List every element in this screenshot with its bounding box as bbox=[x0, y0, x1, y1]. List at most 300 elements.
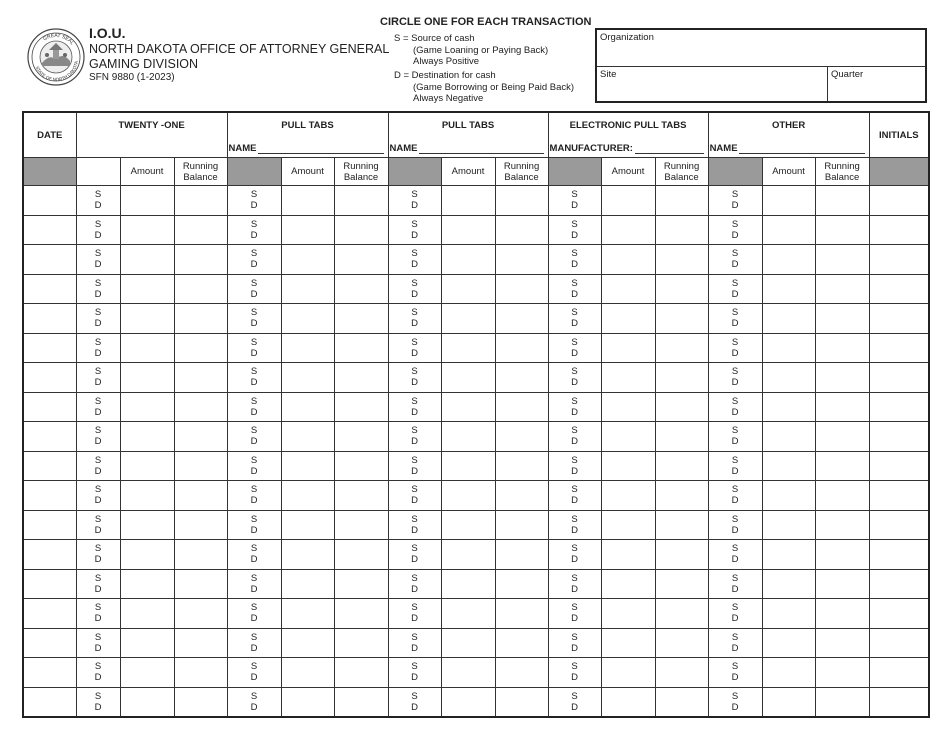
running-balance-cell[interactable] bbox=[495, 599, 548, 629]
running-balance-cell[interactable] bbox=[334, 451, 388, 481]
d-option[interactable]: D bbox=[94, 318, 102, 330]
sd-cell[interactable] bbox=[548, 540, 601, 570]
s-option[interactable]: S bbox=[250, 336, 258, 348]
amount-cell[interactable] bbox=[281, 687, 334, 717]
s-option[interactable]: S bbox=[411, 602, 418, 614]
d-option[interactable]: D bbox=[571, 406, 578, 418]
running-balance-cell[interactable] bbox=[495, 186, 548, 216]
amount-cell[interactable] bbox=[441, 628, 495, 658]
running-balance-cell[interactable] bbox=[655, 186, 708, 216]
running-balance-cell[interactable] bbox=[815, 687, 869, 717]
d-option[interactable]: D bbox=[94, 229, 102, 241]
d-option[interactable]: D bbox=[411, 465, 418, 477]
running-balance-cell[interactable] bbox=[655, 599, 708, 629]
d-option[interactable]: D bbox=[250, 377, 258, 389]
amount-cell[interactable] bbox=[762, 569, 815, 599]
running-balance-cell[interactable] bbox=[334, 599, 388, 629]
d-option[interactable]: D bbox=[94, 259, 102, 271]
running-balance-cell[interactable] bbox=[334, 333, 388, 363]
s-option[interactable]: S bbox=[250, 189, 258, 201]
s-option[interactable]: S bbox=[411, 631, 418, 643]
s-option[interactable]: S bbox=[571, 248, 578, 260]
d-option[interactable]: D bbox=[571, 495, 578, 507]
sd-cell[interactable] bbox=[388, 628, 441, 658]
running-balance-cell[interactable] bbox=[655, 333, 708, 363]
s-option[interactable]: S bbox=[571, 307, 578, 319]
d-option[interactable]: D bbox=[250, 465, 258, 477]
s-option[interactable]: S bbox=[571, 425, 578, 437]
s-option[interactable]: S bbox=[731, 307, 739, 319]
s-option[interactable]: S bbox=[250, 631, 258, 643]
initials-cell[interactable] bbox=[869, 392, 929, 422]
sd-cell[interactable] bbox=[708, 599, 762, 629]
running-balance-cell[interactable] bbox=[655, 274, 708, 304]
d-option[interactable]: D bbox=[571, 583, 578, 595]
amount-cell[interactable] bbox=[762, 540, 815, 570]
d-option[interactable]: D bbox=[731, 554, 739, 566]
s-option[interactable]: S bbox=[571, 395, 578, 407]
running-balance-cell[interactable] bbox=[334, 363, 388, 393]
running-balance-cell[interactable] bbox=[334, 245, 388, 275]
sd-cell[interactable] bbox=[548, 333, 601, 363]
running-balance-cell[interactable] bbox=[174, 274, 227, 304]
sd-cell[interactable] bbox=[708, 481, 762, 511]
d-option[interactable]: D bbox=[250, 495, 258, 507]
d-option[interactable]: D bbox=[94, 524, 102, 536]
sd-cell[interactable] bbox=[76, 392, 120, 422]
sd-cell[interactable] bbox=[76, 658, 120, 688]
running-balance-cell[interactable] bbox=[334, 658, 388, 688]
amount-cell[interactable] bbox=[762, 215, 815, 245]
running-balance-cell[interactable] bbox=[815, 363, 869, 393]
running-balance-cell[interactable] bbox=[174, 333, 227, 363]
sd-cell[interactable] bbox=[227, 628, 281, 658]
s-option[interactable]: S bbox=[731, 543, 739, 555]
amount-cell[interactable] bbox=[120, 215, 174, 245]
amount-cell[interactable] bbox=[120, 451, 174, 481]
amount-cell[interactable] bbox=[120, 481, 174, 511]
d-option[interactable]: D bbox=[250, 524, 258, 536]
amount-cell[interactable] bbox=[762, 481, 815, 511]
d-option[interactable]: D bbox=[250, 613, 258, 625]
amount-cell[interactable] bbox=[281, 392, 334, 422]
amount-cell[interactable] bbox=[762, 628, 815, 658]
d-option[interactable]: D bbox=[571, 347, 578, 359]
d-option[interactable]: D bbox=[411, 642, 418, 654]
sd-cell[interactable] bbox=[227, 245, 281, 275]
d-option[interactable]: D bbox=[571, 229, 578, 241]
date-cell[interactable] bbox=[23, 481, 76, 511]
amount-cell[interactable] bbox=[120, 274, 174, 304]
amount-cell[interactable] bbox=[441, 599, 495, 629]
s-option[interactable]: S bbox=[94, 484, 102, 496]
s-option[interactable]: S bbox=[731, 631, 739, 643]
running-balance-cell[interactable] bbox=[495, 392, 548, 422]
amount-cell[interactable] bbox=[601, 186, 655, 216]
initials-cell[interactable] bbox=[869, 628, 929, 658]
d-option[interactable]: D bbox=[731, 318, 739, 330]
s-option[interactable]: S bbox=[250, 425, 258, 437]
s-option[interactable]: S bbox=[731, 366, 739, 378]
d-option[interactable]: D bbox=[250, 672, 258, 684]
d-option[interactable]: D bbox=[411, 436, 418, 448]
initials-cell[interactable] bbox=[869, 215, 929, 245]
d-option[interactable]: D bbox=[731, 259, 739, 271]
running-balance-cell[interactable] bbox=[815, 245, 869, 275]
date-cell[interactable] bbox=[23, 304, 76, 334]
date-cell[interactable] bbox=[23, 215, 76, 245]
sd-cell[interactable] bbox=[227, 599, 281, 629]
amount-cell[interactable] bbox=[441, 422, 495, 452]
d-option[interactable]: D bbox=[411, 613, 418, 625]
date-cell[interactable] bbox=[23, 363, 76, 393]
s-option[interactable]: S bbox=[731, 661, 739, 673]
sd-cell[interactable] bbox=[548, 304, 601, 334]
s-option[interactable]: S bbox=[571, 336, 578, 348]
amount-cell[interactable] bbox=[762, 422, 815, 452]
d-option[interactable]: D bbox=[411, 377, 418, 389]
d-option[interactable]: D bbox=[731, 701, 739, 713]
sd-cell[interactable] bbox=[227, 333, 281, 363]
d-option[interactable]: D bbox=[411, 672, 418, 684]
amount-cell[interactable] bbox=[601, 658, 655, 688]
sd-cell[interactable] bbox=[227, 215, 281, 245]
amount-cell[interactable] bbox=[281, 510, 334, 540]
amount-cell[interactable] bbox=[762, 333, 815, 363]
s-option[interactable]: S bbox=[411, 189, 418, 201]
sd-cell[interactable] bbox=[388, 274, 441, 304]
date-cell[interactable] bbox=[23, 333, 76, 363]
s-option[interactable]: S bbox=[411, 513, 418, 525]
s-option[interactable]: S bbox=[250, 543, 258, 555]
running-balance-cell[interactable] bbox=[174, 540, 227, 570]
s-option[interactable]: S bbox=[731, 218, 739, 230]
s-option[interactable]: S bbox=[94, 602, 102, 614]
d-option[interactable]: D bbox=[571, 642, 578, 654]
amount-cell[interactable] bbox=[441, 481, 495, 511]
d-option[interactable]: D bbox=[250, 259, 258, 271]
s-option[interactable]: S bbox=[731, 248, 739, 260]
amount-cell[interactable] bbox=[441, 658, 495, 688]
sd-cell[interactable] bbox=[388, 392, 441, 422]
d-option[interactable]: D bbox=[94, 701, 102, 713]
running-balance-cell[interactable] bbox=[655, 451, 708, 481]
amount-cell[interactable] bbox=[120, 186, 174, 216]
s-option[interactable]: S bbox=[94, 513, 102, 525]
running-balance-cell[interactable] bbox=[495, 245, 548, 275]
sd-cell[interactable] bbox=[548, 481, 601, 511]
d-option[interactable]: D bbox=[94, 436, 102, 448]
sd-cell[interactable] bbox=[548, 451, 601, 481]
running-balance-cell[interactable] bbox=[334, 274, 388, 304]
s-option[interactable]: S bbox=[94, 218, 102, 230]
sd-cell[interactable] bbox=[708, 540, 762, 570]
d-option[interactable]: D bbox=[571, 701, 578, 713]
s-option[interactable]: S bbox=[731, 602, 739, 614]
s-option[interactable]: S bbox=[250, 602, 258, 614]
amount-cell[interactable] bbox=[120, 422, 174, 452]
s-option[interactable]: S bbox=[571, 513, 578, 525]
sd-cell[interactable] bbox=[388, 510, 441, 540]
initials-cell[interactable] bbox=[869, 599, 929, 629]
sd-cell[interactable] bbox=[76, 333, 120, 363]
d-option[interactable]: D bbox=[94, 288, 102, 300]
amount-cell[interactable] bbox=[762, 451, 815, 481]
s-option[interactable]: S bbox=[94, 277, 102, 289]
sd-cell[interactable] bbox=[548, 422, 601, 452]
amount-cell[interactable] bbox=[281, 363, 334, 393]
amount-cell[interactable] bbox=[441, 274, 495, 304]
initials-cell[interactable] bbox=[869, 422, 929, 452]
running-balance-cell[interactable] bbox=[174, 628, 227, 658]
amount-cell[interactable] bbox=[601, 392, 655, 422]
d-option[interactable]: D bbox=[571, 318, 578, 330]
running-balance-cell[interactable] bbox=[655, 363, 708, 393]
initials-cell[interactable] bbox=[869, 186, 929, 216]
amount-cell[interactable] bbox=[441, 215, 495, 245]
sd-cell[interactable] bbox=[548, 215, 601, 245]
d-option[interactable]: D bbox=[411, 259, 418, 271]
running-balance-cell[interactable] bbox=[334, 186, 388, 216]
running-balance-cell[interactable] bbox=[174, 599, 227, 629]
initials-cell[interactable] bbox=[869, 658, 929, 688]
amount-cell[interactable] bbox=[120, 510, 174, 540]
sd-cell[interactable] bbox=[227, 274, 281, 304]
sd-cell[interactable] bbox=[708, 363, 762, 393]
running-balance-cell[interactable] bbox=[815, 481, 869, 511]
amount-cell[interactable] bbox=[762, 599, 815, 629]
initials-cell[interactable] bbox=[869, 510, 929, 540]
sd-cell[interactable] bbox=[227, 392, 281, 422]
amount-cell[interactable] bbox=[281, 304, 334, 334]
sd-cell[interactable] bbox=[388, 215, 441, 245]
running-balance-cell[interactable] bbox=[174, 186, 227, 216]
sd-cell[interactable] bbox=[227, 481, 281, 511]
d-option[interactable]: D bbox=[411, 583, 418, 595]
s-option[interactable]: S bbox=[250, 690, 258, 702]
d-option[interactable]: D bbox=[571, 554, 578, 566]
running-balance-cell[interactable] bbox=[495, 510, 548, 540]
s-option[interactable]: S bbox=[411, 277, 418, 289]
sd-cell[interactable] bbox=[548, 628, 601, 658]
s-option[interactable]: S bbox=[411, 248, 418, 260]
date-cell[interactable] bbox=[23, 451, 76, 481]
d-option[interactable]: D bbox=[731, 406, 739, 418]
date-cell[interactable] bbox=[23, 422, 76, 452]
s-option[interactable]: S bbox=[731, 425, 739, 437]
sd-cell[interactable] bbox=[76, 540, 120, 570]
s-option[interactable]: S bbox=[571, 484, 578, 496]
running-balance-cell[interactable] bbox=[495, 569, 548, 599]
date-cell[interactable] bbox=[23, 687, 76, 717]
s-option[interactable]: S bbox=[94, 189, 102, 201]
d-option[interactable]: D bbox=[411, 554, 418, 566]
s-option[interactable]: S bbox=[94, 572, 102, 584]
d-option[interactable]: D bbox=[731, 672, 739, 684]
s-option[interactable]: S bbox=[250, 572, 258, 584]
s-option[interactable]: S bbox=[571, 661, 578, 673]
running-balance-cell[interactable] bbox=[495, 274, 548, 304]
s-option[interactable]: S bbox=[571, 631, 578, 643]
running-balance-cell[interactable] bbox=[174, 363, 227, 393]
amount-cell[interactable] bbox=[601, 687, 655, 717]
s-option[interactable]: S bbox=[411, 543, 418, 555]
d-option[interactable]: D bbox=[94, 406, 102, 418]
sd-cell[interactable] bbox=[548, 599, 601, 629]
s-option[interactable]: S bbox=[731, 336, 739, 348]
running-balance-cell[interactable] bbox=[174, 304, 227, 334]
running-balance-cell[interactable] bbox=[815, 392, 869, 422]
d-option[interactable]: D bbox=[731, 436, 739, 448]
amount-cell[interactable] bbox=[762, 392, 815, 422]
running-balance-cell[interactable] bbox=[174, 510, 227, 540]
s-option[interactable]: S bbox=[571, 454, 578, 466]
d-option[interactable]: D bbox=[731, 465, 739, 477]
running-balance-cell[interactable] bbox=[815, 274, 869, 304]
amount-cell[interactable] bbox=[441, 510, 495, 540]
date-cell[interactable] bbox=[23, 540, 76, 570]
sd-cell[interactable] bbox=[548, 569, 601, 599]
running-balance-cell[interactable] bbox=[334, 540, 388, 570]
running-balance-cell[interactable] bbox=[815, 186, 869, 216]
date-cell[interactable] bbox=[23, 392, 76, 422]
amount-cell[interactable] bbox=[601, 628, 655, 658]
amount-cell[interactable] bbox=[120, 304, 174, 334]
sd-cell[interactable] bbox=[227, 658, 281, 688]
sd-cell[interactable] bbox=[227, 363, 281, 393]
date-cell[interactable] bbox=[23, 186, 76, 216]
amount-cell[interactable] bbox=[601, 422, 655, 452]
initials-cell[interactable] bbox=[869, 687, 929, 717]
d-option[interactable]: D bbox=[250, 200, 258, 212]
running-balance-cell[interactable] bbox=[174, 658, 227, 688]
amount-cell[interactable] bbox=[601, 215, 655, 245]
s-option[interactable]: S bbox=[731, 572, 739, 584]
amount-cell[interactable] bbox=[120, 599, 174, 629]
running-balance-cell[interactable] bbox=[174, 422, 227, 452]
running-balance-cell[interactable] bbox=[815, 599, 869, 629]
sd-cell[interactable] bbox=[708, 274, 762, 304]
s-option[interactable]: S bbox=[411, 336, 418, 348]
s-option[interactable]: S bbox=[411, 218, 418, 230]
sd-cell[interactable] bbox=[548, 658, 601, 688]
quarter-field[interactable] bbox=[828, 67, 925, 101]
s-option[interactable]: S bbox=[250, 513, 258, 525]
amount-cell[interactable] bbox=[281, 540, 334, 570]
sd-cell[interactable] bbox=[548, 392, 601, 422]
amount-cell[interactable] bbox=[441, 540, 495, 570]
sd-cell[interactable] bbox=[708, 215, 762, 245]
group-name-field[interactable] bbox=[739, 152, 865, 154]
d-option[interactable]: D bbox=[94, 347, 102, 359]
running-balance-cell[interactable] bbox=[174, 215, 227, 245]
amount-cell[interactable] bbox=[120, 687, 174, 717]
d-option[interactable]: D bbox=[571, 524, 578, 536]
running-balance-cell[interactable] bbox=[655, 658, 708, 688]
amount-cell[interactable] bbox=[281, 215, 334, 245]
d-option[interactable]: D bbox=[250, 406, 258, 418]
amount-cell[interactable] bbox=[281, 451, 334, 481]
amount-cell[interactable] bbox=[601, 304, 655, 334]
s-option[interactable]: S bbox=[571, 572, 578, 584]
amount-cell[interactable] bbox=[601, 333, 655, 363]
s-option[interactable]: S bbox=[411, 425, 418, 437]
running-balance-cell[interactable] bbox=[334, 422, 388, 452]
d-option[interactable]: D bbox=[571, 377, 578, 389]
amount-cell[interactable] bbox=[281, 628, 334, 658]
amount-cell[interactable] bbox=[120, 658, 174, 688]
d-option[interactable]: D bbox=[250, 436, 258, 448]
sd-cell[interactable] bbox=[388, 333, 441, 363]
sd-cell[interactable] bbox=[548, 687, 601, 717]
running-balance-cell[interactable] bbox=[334, 510, 388, 540]
amount-cell[interactable] bbox=[601, 481, 655, 511]
sd-cell[interactable] bbox=[708, 304, 762, 334]
d-option[interactable]: D bbox=[250, 701, 258, 713]
s-option[interactable]: S bbox=[571, 366, 578, 378]
running-balance-cell[interactable] bbox=[495, 451, 548, 481]
s-option[interactable]: S bbox=[571, 602, 578, 614]
initials-cell[interactable] bbox=[869, 304, 929, 334]
sd-cell[interactable] bbox=[708, 186, 762, 216]
running-balance-cell[interactable] bbox=[334, 569, 388, 599]
sd-cell[interactable] bbox=[388, 451, 441, 481]
running-balance-cell[interactable] bbox=[655, 540, 708, 570]
amount-cell[interactable] bbox=[762, 304, 815, 334]
d-option[interactable]: D bbox=[411, 701, 418, 713]
d-option[interactable]: D bbox=[250, 583, 258, 595]
s-option[interactable]: S bbox=[731, 395, 739, 407]
sd-cell[interactable] bbox=[76, 451, 120, 481]
s-option[interactable]: S bbox=[571, 543, 578, 555]
sd-cell[interactable] bbox=[76, 274, 120, 304]
d-option[interactable]: D bbox=[250, 554, 258, 566]
d-option[interactable]: D bbox=[571, 613, 578, 625]
sd-cell[interactable] bbox=[708, 687, 762, 717]
running-balance-cell[interactable] bbox=[815, 304, 869, 334]
initials-cell[interactable] bbox=[869, 481, 929, 511]
site-field[interactable] bbox=[597, 67, 828, 101]
d-option[interactable]: D bbox=[731, 524, 739, 536]
amount-cell[interactable] bbox=[281, 658, 334, 688]
sd-cell[interactable] bbox=[227, 569, 281, 599]
sd-cell[interactable] bbox=[227, 687, 281, 717]
s-option[interactable]: S bbox=[250, 307, 258, 319]
sd-cell[interactable] bbox=[708, 628, 762, 658]
amount-cell[interactable] bbox=[762, 687, 815, 717]
s-option[interactable]: S bbox=[250, 218, 258, 230]
d-option[interactable]: D bbox=[94, 642, 102, 654]
sd-cell[interactable] bbox=[388, 569, 441, 599]
sd-cell[interactable] bbox=[76, 245, 120, 275]
amount-cell[interactable] bbox=[441, 687, 495, 717]
running-balance-cell[interactable] bbox=[815, 451, 869, 481]
s-option[interactable]: S bbox=[250, 277, 258, 289]
d-option[interactable]: D bbox=[94, 495, 102, 507]
date-cell[interactable] bbox=[23, 245, 76, 275]
d-option[interactable]: D bbox=[731, 642, 739, 654]
sd-cell[interactable] bbox=[708, 392, 762, 422]
s-option[interactable]: S bbox=[94, 543, 102, 555]
amount-cell[interactable] bbox=[601, 245, 655, 275]
d-option[interactable]: D bbox=[411, 200, 418, 212]
s-option[interactable]: S bbox=[250, 395, 258, 407]
s-option[interactable]: S bbox=[411, 366, 418, 378]
d-option[interactable]: D bbox=[250, 288, 258, 300]
date-cell[interactable] bbox=[23, 599, 76, 629]
running-balance-cell[interactable] bbox=[495, 304, 548, 334]
running-balance-cell[interactable] bbox=[815, 628, 869, 658]
